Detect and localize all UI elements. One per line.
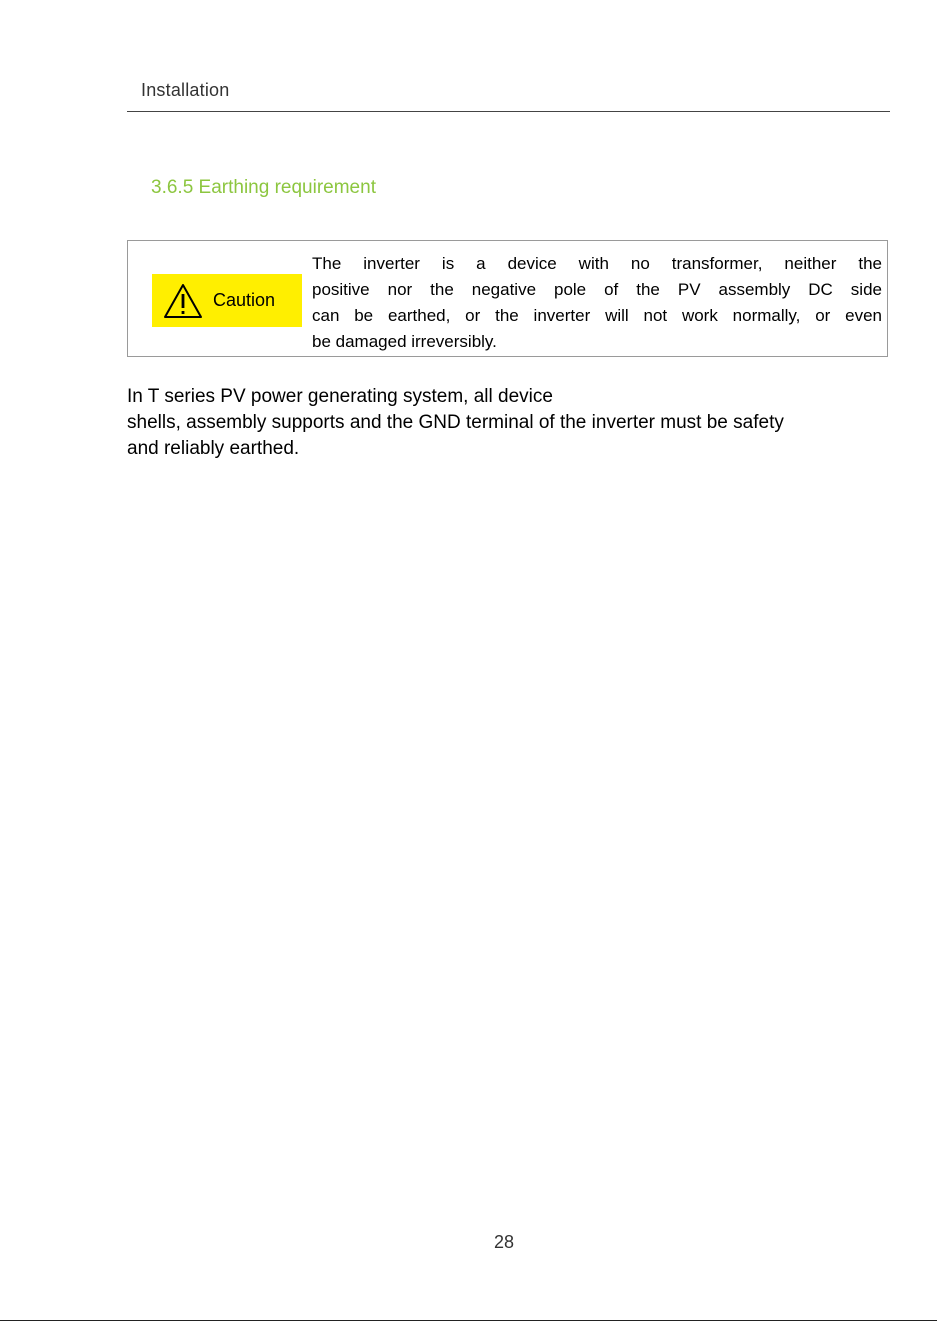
caution-badge (152, 274, 302, 327)
section-heading: 3.6.5 Earthing requirement (151, 177, 376, 198)
caution-text-line: positive nor the negative pole of the PV assembly DC side (312, 280, 882, 299)
caution-label: Caution (213, 290, 276, 310)
caution-text-line: be damaged irreversibly. (312, 332, 497, 351)
caution-text-line: can be earthed, or the inverter will not work normally, or even (312, 306, 882, 325)
header-rule (127, 111, 890, 112)
caution-box (127, 240, 888, 357)
body-line: and reliably earthed. (127, 438, 300, 459)
body-paragraph (127, 384, 897, 462)
bottom-rule (0, 1320, 937, 1321)
warning-triangle-icon (163, 283, 203, 319)
body-line: shells, assembly supports and the GND terminal of the inverter must be safety (127, 412, 784, 433)
body-line: In T series PV power generating system, all device (127, 386, 553, 407)
caution-text-line: The inverter is a device with no transformer, neither the (312, 254, 882, 273)
page-number: 28 (494, 1232, 515, 1252)
running-header: Installation (141, 80, 230, 100)
caution-text (312, 251, 882, 355)
